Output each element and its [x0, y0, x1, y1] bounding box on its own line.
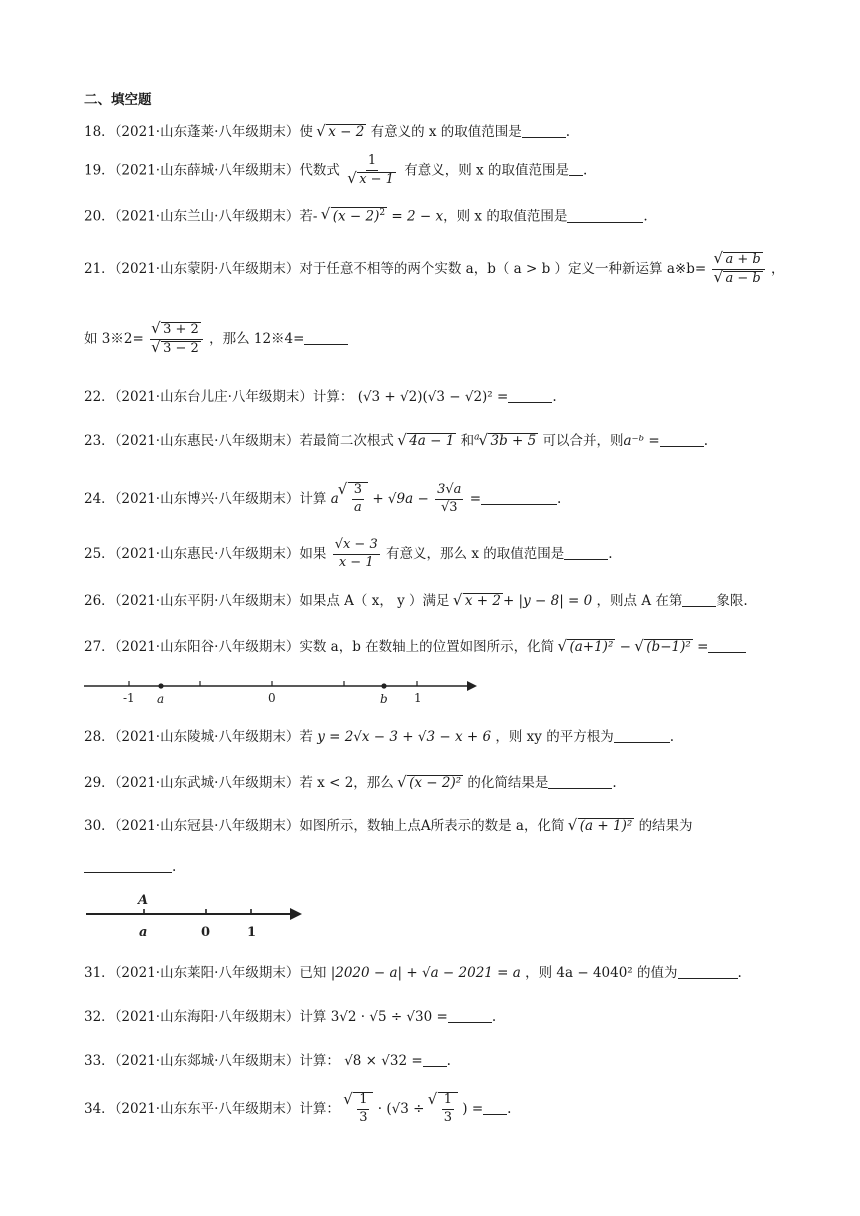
- tick-label: 0: [268, 691, 276, 705]
- number-line-27: [84, 672, 484, 712]
- answer-blank-21[interactable]: [304, 330, 348, 345]
- question-29: 29．（2021·山东武城·八年级期末）若 x < 2，那么 √ (x − 2)² 的化简结果是 .: [84, 774, 617, 792]
- answer-blank-31[interactable]: [678, 964, 738, 979]
- question-18: 18．（2021·山东蓬莱·八年级期末）使 √ x − 2 有意义的 x 的取值范围是 .: [84, 123, 570, 141]
- question-21-line2: 如 3※2= √ 3 + 2 √ 3 − 2 ，那么 12※4=: [84, 322, 348, 357]
- answer-blank-26[interactable]: [682, 592, 716, 607]
- answer-blank-34[interactable]: [483, 1100, 507, 1115]
- tick-label: 1: [247, 925, 257, 940]
- question-34: 34．（2021·山东东平·八年级期末）计算： √ $\frac{1}{3}$ · (√3 ÷ √ $\frac{1}{3}$ ) = .: [84, 1092, 511, 1126]
- question-30: 30．（2021·山东冠县·八年级期末）如图所示，数轴上点A所表示的数是 a，化简 √ (a + 1)² 的结果为: [84, 818, 693, 835]
- question-22: 22．（2021·山东台儿庄·八年级期末）计算： (√3 + √2)(√3 − √2)² = .: [84, 389, 557, 405]
- tick-label: -1: [123, 691, 135, 705]
- answer-blank-29[interactable]: [548, 774, 612, 789]
- question-23: 23．（2021·山东惠民·八年级期末）若最简二次根式 √ 4a − 1 和$^a$√ 3b + 5 可以合并，则a⁻ᵇ = .: [84, 432, 708, 450]
- answer-blank-27[interactable]: [708, 638, 746, 653]
- answer-blank-30[interactable]: [84, 858, 172, 873]
- answer-blank-28[interactable]: [614, 728, 670, 743]
- question-21: 21．（2021·山东蒙阴·八年级期末）对于任意不相等的两个实数 a，b（ a > b ）定义一种新运算 a※b= √ a + b √ a − b ，: [84, 252, 784, 287]
- question-27: 27．（2021·山东阳谷·八年级期末）实数 a，b 在数轴上的位置如图所示，化简 √ (a+1)² − √ (b−1)² =: [84, 638, 746, 656]
- answer-blank-22[interactable]: [508, 388, 552, 403]
- answer-blank-20[interactable]: [567, 208, 643, 223]
- question-24: 24．（2021·山东博兴·八年级期末）计算 a √ $\frac{3}{a}$ + √9a − $\frac{3√a}{√3}$ = .: [84, 482, 561, 516]
- question-20: 20．（2021·山东兰山·八年级期末）若- √ $(x - 2)^2 = 2 - x$，则 x 的取值范围是 .: [84, 207, 648, 225]
- question-26: 26．（2021·山东平阴·八年级期末）如果点 A（ x， y ）满足 √ x + 2 + |y − 8| = 0 ，则点 A 在第 象限.: [84, 592, 748, 610]
- answer-blank-18[interactable]: [522, 123, 566, 138]
- answer-blank-33[interactable]: [423, 1052, 447, 1067]
- tick-label: 0: [201, 925, 211, 940]
- question-25: 25．（2021·山东惠民·八年级期末）如果 $\frac{√x - 3}{x - 1}$ 有意义，那么 x 的取值范围是 .: [84, 537, 613, 570]
- question-31: 31．（2021·山东莱阳·八年级期末）已知 |2020 − a| + √a − 2021 = a ，则 4a − 4040² 的值为 .: [84, 965, 742, 981]
- question-28: 28．（2021·山东陵城·八年级期末）若 y = 2√x − 3 + √3 − x + 6 ，则 xy 的平方根为 .: [84, 729, 674, 745]
- question-32: 32．（2021·山东海阳·八年级期末）计算 3√2 · √5 ÷ √30 = .: [84, 1009, 497, 1025]
- answer-blank-24[interactable]: [481, 490, 557, 505]
- answer-blank-25[interactable]: [564, 545, 608, 560]
- question-33: 33．（2021·山东郯城·八年级期末）计算： √8 × √32 = .: [84, 1053, 451, 1069]
- point-label-a: a: [139, 925, 148, 940]
- number-line-30: [84, 890, 314, 942]
- point-label-a: a: [157, 692, 165, 706]
- point-label-b: b: [380, 692, 388, 706]
- answer-blank-23[interactable]: [660, 432, 704, 447]
- question-30-line2: .: [84, 858, 176, 875]
- section-title: 二、填空题: [84, 92, 152, 108]
- question-19: 19．（2021·山东薛城·八年级期末）代数式 1 √ x − 1 有意义，则 x 的取值范围是 .: [84, 154, 587, 188]
- answer-blank-32[interactable]: [448, 1008, 492, 1023]
- tick-label: 1: [414, 691, 422, 705]
- answer-blank-19[interactable]: [569, 161, 583, 176]
- point-label-A: A: [138, 893, 149, 908]
